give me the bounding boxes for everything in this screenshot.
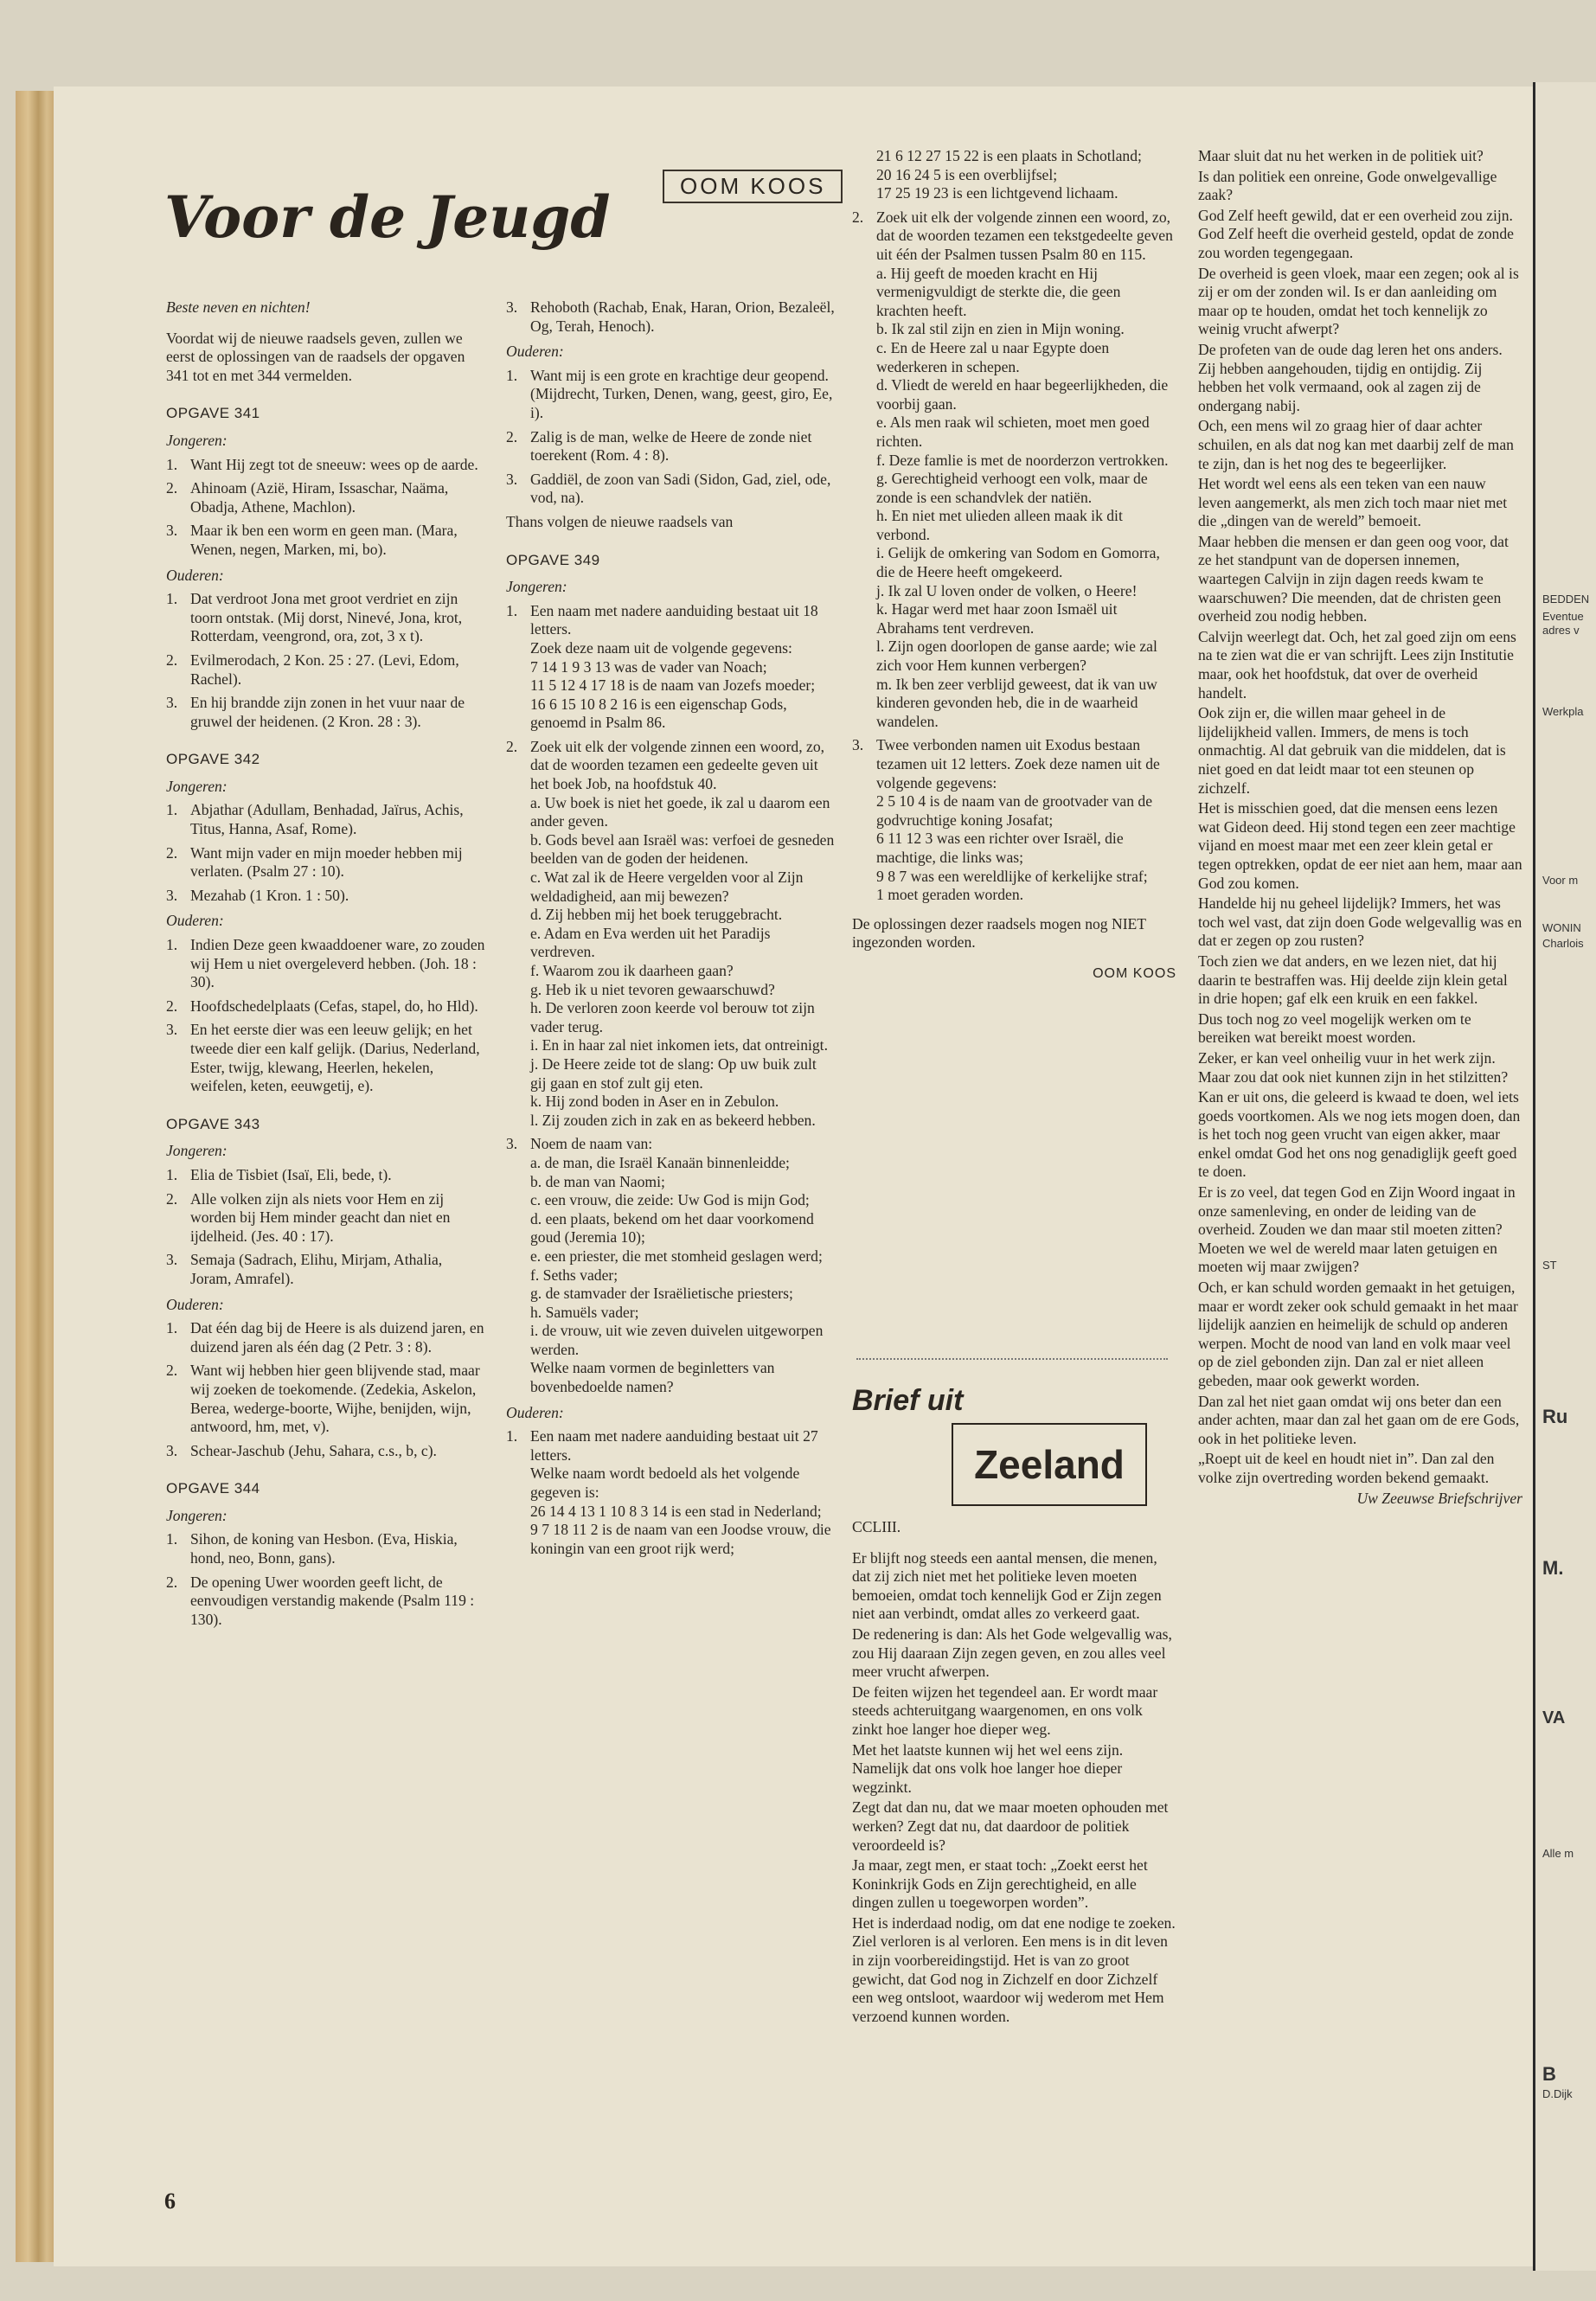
opgave-342-jongeren [166, 801, 486, 905]
strip-text: VA [1542, 1708, 1566, 1727]
strip-text: WONIN [1542, 921, 1581, 934]
page-edge [16, 91, 57, 2262]
opgave-341-jongeren [166, 456, 486, 560]
strip-text: B [1542, 2063, 1556, 2085]
paragraph: Met het laatste kunnen wij het wel eens zijn. Namelijk dat ons volk hoe langer hoe dieper wegzinkt. [852, 1740, 1124, 1796]
greeting: Beste neven en nichten! [166, 298, 311, 316]
strip-text: adres v [1542, 624, 1580, 637]
strip-text: Voor m [1542, 874, 1579, 887]
list-item: 1. Indien Deze geen kwaaddoener ware, zo zouden wij Hem u niet overgeleverd hebben. (Joh. 18 : 30). [166, 936, 485, 991]
opgave-344-ouderen [506, 367, 835, 508]
paragraph: Is dan politiek een onreine, Gode onwelgevallige zaak? [1198, 167, 1497, 204]
list-item: 3. En het eerste dier was een leeuw gelijk; en het tweede dier een kalf gelijk. (Darius, Nederland, Ester, twijg, klewang, Heerlen, hekelen, weifelen, keten, eeuwgetij, e). [166, 1021, 480, 1095]
closing-note: De oplossingen dezer raadsels mogen nog NIET ingezonden worden. [852, 914, 1146, 952]
list-item: 2. Hoofdschedelplaats (Cefas, stapel, do, ho Hld). [166, 997, 478, 1015]
paragraph: Het is inderdaad nodig, om dat ene nodige te zoeken. Ziel verloren is al verloren. Een mens is in dit leven in zijn voorbereidingstijd. Het is van zo groot gewicht, dat God nog in Zichzelf en door Zichzelf een weg ontsloot, waardoor wij wederom met Hem verzoend kunnen worden. [852, 1913, 1176, 2025]
strip-text: D.Dijk [1542, 2087, 1573, 2100]
opgave-341-header: OPGAVE 341 [166, 405, 260, 422]
page-number: 6 [164, 2189, 176, 2214]
strip-text: ST [1542, 1259, 1557, 1272]
list-item: 2. Want mijn vader en mijn moeder hebben mij verlaten. (Psalm 27 : 10). [166, 843, 463, 881]
strip-text: Ru [1542, 1406, 1568, 1427]
paragraph: De overheid is geen vloek, maar een zegen; ook al is zij er om der zonden wil. Is er dan aanleiding om maar op te houden, omdat het toch kennelijk zo weinig vrucht afwerpt? [1198, 264, 1519, 338]
paragraph: Maar hebben die mensen er dan geen oog voor, dat ze het standpunt van de dopersen innemen, waartegen Calvijn in zijn dagen reeds kwam te waarschuwen? Die meenden, dat de christen geen overheid zou nodig hebben. [1198, 532, 1509, 625]
list-item: 1. Dat verdroot Jona met groot verdriet en zijn toorn ontstak. (Mij dorst, Ninevé, Jona, krot, Rotterdam, veengrond, ora, zot, 3 x t). [166, 590, 463, 645]
brief-signoff: Uw Zeeuwse Briefschrijver [1356, 1489, 1522, 1507]
strip-text: Charlois [1542, 937, 1584, 950]
paragraph: Het wordt wel eens als een teken van een nauw leven aangemerkt, als men zich toch maar niet met die „dingen van de wereld” bemoeit. [1198, 475, 1508, 530]
jongeren-label: Jongeren: [506, 578, 567, 596]
signature: OOM KOOS [1093, 965, 1176, 981]
section-title: Voor de Jeugd [164, 183, 611, 251]
opgave-342-header: OPGAVE 342 [166, 751, 260, 768]
strip-text: Eventue [1542, 610, 1584, 623]
ouderen-label: Ouderen: [166, 912, 224, 930]
strip-text: Werkpla [1542, 705, 1584, 718]
column-1 [166, 298, 486, 1634]
paragraph: Dan zal het niet gaan omdat wij ons beter dan een ander achten, maar dan zal het gaan om de ere Gods, ook in het politieke leven. [1198, 1392, 1520, 1447]
list-item: 1. Een naam met nadere aanduiding bestaat uit 27 letters. Welke naam wordt bedoeld als het volgende gegeven is: 26 14 4 13 1 10 8 3 14 is een stad in Nederland; 9 7 18 11 2 is de naam van een Joodse vrouw, die koningin van een groot rijk werd; [506, 1427, 831, 1557]
list-item: 3. Semaja (Sadrach, Elihu, Mirjam, Athalia, Joram, Amrafel). [166, 1251, 443, 1287]
opgave-344-jongeren-cont [506, 298, 835, 336]
transition: Thans volgen de nieuwe raadsels van [506, 512, 734, 530]
paragraph: De feiten wijzen het tegendeel aan. Er wordt maar steeds achteruitgang waargenomen, en ons volk zinkt hoe langer hoe dieper weg. [852, 1682, 1158, 1738]
paragraph: „Roept uit de keel en houdt niet in”. Dan zal den volke zijn overtreding worden bekend gemaakt. [1198, 1450, 1495, 1486]
opgave-344-jongeren [166, 1530, 486, 1629]
strip-text: Alle m [1542, 1847, 1574, 1860]
ouderen-label: Ouderen: [506, 343, 564, 361]
paragraph: Er is zo veel, dat tegen God en Zijn Woord ingaat in onze samenleving, en onder de leiding van de overheid. Zouden we dan maar stil moeten zitten? Moeten we wel de wereld maar laten getuigen en moeten wij maar zwijgen? [1198, 1183, 1516, 1276]
paragraph: De profeten van de oude dag leren het ons anders. Zij hebben aangehouden, tijdig en ontijdig. Zij hebben het volk vermaand, ook al zagen zij de ondergang nabij. [1198, 340, 1503, 414]
paragraph: Och, een mens wil zo graag hier of daar achter schuilen, en als dat nog kan met daarbij zelf de man te zijn, dan is het nog des te begeerlijker. [1198, 417, 1514, 472]
list-item: 3. Twee verbonden namen uit Exodus bestaan tezamen uit 12 letters. Zoek deze namen uit de volgende gegevens: 2 5 10 4 is de naam van de grootvader van de godvruchtige koning Josafat; 6 11 12 3 was een richter over Israël, die machtige, die links was; 9 8 7 was een wereldlijke of kerkelijke straf; 1 moet geraden worden. [852, 736, 1160, 904]
opgave-343-ouderen [166, 1319, 486, 1460]
list-item: 3. Noem de naam van: a. de man, die Israël Kanaän binnenleidde; b. de man van Naomi; c. een vrouw, die zeide: Uw God is mijn God; d. een plaats, bekend om het daar voorkomend goud (Jeremia 10); e. een priester, die met stomheid geslagen werd; f. Seths vader; g. de stamvader der Israëlietische priesters; h. Samuëls vader; i. de vrouw, uit wie zeven duivelen uitgeworpen werden. Welke naam vormen de beginletters van bovenbedoelde namen? [506, 1135, 824, 1396]
list-item: 3. Rehoboth (Rachab, Enak, Haran, Orion, Bezaleël, Og, Terah, Henoch). [506, 298, 835, 335]
oom-koos-label: OOM KOOS [663, 170, 843, 203]
list-item: 3. Schear-Jaschub (Jehu, Sahara, c.s., b, c). [166, 1441, 437, 1459]
adjacent-page-strip [1533, 82, 1596, 2271]
opgave-343-jongeren [166, 1166, 486, 1289]
paragraph: Dus toch nog zo veel mogelijk werken om te bereiken wat bereikt moest worden. [1198, 1009, 1471, 1047]
jongeren-label: Jongeren: [166, 1142, 228, 1160]
list-item: 2. Want wij hebben hier geen blijvende stad, maar wij zoeken de toekomende. (Zedekia, Askelon, Berea, wederge-boorte, Wijhe, benijden, wijn, antwoord, hm, met, v). [166, 1362, 480, 1436]
strip-text: BEDDEN [1542, 593, 1590, 606]
list-item: 3. Mezahab (1 Kron. 1 : 50). [166, 886, 349, 904]
list-item: 3. Maar ik ben een worm en geen man. (Mara, Wenen, negen, Marken, mi, bo). [166, 522, 458, 558]
jongeren-label: Jongeren: [166, 777, 228, 795]
opgave-349-ouderen-2-3 [852, 208, 1176, 905]
paragraph: Ja maar, zegt men, er staat toch: „Zoekt eerst het Koninkrijk Gods en Zijn gerechtigheid, en alle dingen zullen u toegeworpen worden”. [852, 1856, 1148, 1912]
list-item: 2. Evilmerodach, 2 Kon. 25 : 27. (Levi, Edom, Rachel). [166, 651, 459, 688]
ouderen-label: Ouderen: [166, 1295, 224, 1313]
paragraph: Ook zijn er, die willen maar geheel in de lijdelijkheid vallen. Immers, de mens is toch onmachtig. Al dat gebruik van die middelen, dat is niet goed en dat leidt maar tot een steunen op zichzelf. [1198, 704, 1506, 797]
opgave-343-header: OPGAVE 343 [166, 1115, 260, 1132]
brief-number: CCLIII. [852, 1518, 901, 1535]
zeeland-box: Zeeland [952, 1423, 1147, 1506]
paragraph: Maar sluit dat nu het werken in de politiek uit? [1198, 147, 1484, 164]
brief-label: Brief uit [852, 1384, 964, 1417]
column-2 [506, 298, 835, 1563]
brief-column-2 [1198, 147, 1522, 1509]
list-item: 3. Gaddiël, de zoon van Sadi (Sidon, Gad, ziel, ode, vod, na). [506, 470, 831, 507]
brief-column-1 [852, 1518, 1176, 2028]
list-item: 1. Elia de Tisbiet (Isaï, Eli, bede, t). [166, 1165, 392, 1183]
paragraph: Handelde hij nu geheel lijdelijk? Immers, het was toch wel vast, dat zijn doen Gode welgevallig was en dat er zegen op zou rusten? [1198, 894, 1522, 950]
list-item: 1. Want mij is een grote en krachtige deur geopend. (Mijdrecht, Turken, Denen, wang, geest, giro, Ee, i). [506, 366, 833, 421]
opgave-341-ouderen [166, 590, 486, 731]
jongeren-label: Jongeren: [166, 431, 228, 449]
list-item: 1. Sihon, de koning van Hesbon. (Eva, Hiskia, hond, neo, Bonn, gans). [166, 1530, 458, 1567]
paragraph: Er blijft nog steeds een aantal mensen, die menen, dat zij zich niet met het politieke leven moeten bemoeien, omdat toch kennelijk God er Zijn zegen niet aan verbindt, omdat alles zo verkeerd gaat. [852, 1548, 1162, 1623]
paragraph: Calvijn weerlegt dat. Och, het zal goed zijn om eens na te zien wat die er van schrijft. Lees zijn Institutie maar, ook het hoofdstuk, dat over de overheid handelt. [1198, 627, 1516, 702]
opgave-349-ouderen [506, 1427, 835, 1558]
list-item: 2. Alle volken zijn als niets voor Hem en zij worden bij Hem minder geacht dan niet en ijdelheid. (Jes. 40 : 17). [166, 1189, 451, 1245]
column-3 [852, 147, 1176, 984]
list-item: 3. En hij brandde zijn zonen in het vuur naar de gruwel der heidenen. (2 Kron. 28 : 3). [166, 694, 465, 730]
opgave-349-jongeren [506, 602, 835, 1397]
paragraph: Och, er kan schuld worden gemaakt in het getuigen, maar er wordt zeker ook schuld gemaakt in het maar lijdelijk aanzien en heimelijk de schuld op anderen werpen. Mocht de nood van land en volk maar veel op de ziel gebonden zijn. Dan zal er niet alleen gebeden, maar ook gewerkt worden. [1198, 1279, 1518, 1389]
paragraph: Kan er uit ons, die geleerd is kwaad te doen, wel iets goeds voortkomen. Als we nog iets mogen doen, dan is het toch nog geen vrucht van eigen akker, maar enkel omdat God het ons nog genadiglijk geeft goed te doen. [1198, 1088, 1521, 1181]
list-item: 2. Zoek uit elk der volgende zinnen een woord, zo, dat de woorden tezamen een gedeelte geven uit het boek Job, na hoofdstuk 40. a. Uw boek is niet het goede, ik zal u daarom een ander geven. b. Gods bevel aan Israël was: verfoei de gesneden beelden van de goden der heidenen. c. Wat zal ik de Heere vergelden voor al Zijn weldadigheid, aan mij bewezen? d. Zij hebben mij het boek teruggebracht. e. Adam en Eva werden uit het Paradijs verdreven. f. Waarom zou ik daarheen gaan? g. Heb ik u niet tevoren gewaarschuwd? h. De verloren zoon keerde vol berouw tot zijn vader terug. i. En in haar zal niet inkomen iets, dat ontreinigt. j. De Heere zeide tot de slang: Op uw buik zult gij gaan en stof zult gij eten. k. Hij zond boden in Aser en in Zebulon. l. Zij zouden zich in zak en as bekeerd hebben. [506, 737, 835, 1129]
paragraph: De redenering is dan: Als het Gode welgevallig was, zou Hij daaraan Zijn zegen geven, en zou alles veel meer vrucht afwerpen. [852, 1625, 1172, 1681]
strip-text: M. [1542, 1557, 1564, 1579]
paragraph: Het is misschien goed, dat die mensen eens lezen wat Gideon deed. Hij stond tegen een zeer machtige vijand en moest maar met een zeer klein getal er tegen optrekken, opdat de eer niet aan hem, maar aan God zou komen. [1198, 799, 1522, 892]
divider [856, 1358, 1168, 1360]
opgave-349-ouderen-cont: 21 6 12 27 15 22 is een plaats in Schotland; 20 16 24 5 is een overblijfsel; 17 25 19 23 is een lichtgevend lichaam. [876, 147, 1142, 202]
opgave-349-header: OPGAVE 349 [506, 551, 600, 568]
jongeren-label: Jongeren: [166, 1506, 228, 1524]
list-item: 2. Zalig is de man, welke de Heere de zonde niet toerekent (Rom. 4 : 8). [506, 427, 812, 465]
opgave-344-header: OPGAVE 344 [166, 1480, 260, 1497]
list-item: 2. Zoek uit elk der volgende zinnen een woord, zo, dat de woorden tezamen een tekstgedeelte geven uit één der Psalmen tussen Psalm 80 en 115. a. Hij geeft de moeden kracht en Hij vermenigvuldigt de sterkte die, die geen krachten heeft. b. Ik zal stil zijn en zien in Mijn woning. c. En de Heere zal u naar Egypte doen wederkeren in schepen. d. Vliedt de wereld en haar begeerlijkheden, die voorbij gaan. e. Als men raak wil schieten, moet men goed richten. f. Deze famlie is met de noorderzon vertrokken. g. Gerechtigheid verhoogt een volk, maar de zonde is een schandvlek der natiën. h. En niet met ulieden alleen maak ik dit verbond. i. Gelijk de omkering van Sodom en Gomorra, die de Heere heeft omgekeerd. j. Ik zal U loven onder de volken, o Heere! k. Hagar werd met haar zoon Ismaël uit Abrahams tent verdreven. l. Zijn ogen doorlopen de ganse aarde; wie zal zich voor Hem kunnen verbergen? m. Ik ben zeer verblijd geweest, dat ik van uw kinderen gevonden heb, die in de waarheid wandelen. [852, 208, 1173, 730]
list-item: 2. Ahinoam (Azië, Hiram, Issaschar, Naäma, Obadja, Athene, Machlon). [166, 479, 449, 516]
list-item: 2. De opening Uwer woorden geeft licht, de eenvoudigen verstandig makende (Psalm 119 : 130). [166, 1573, 475, 1628]
intro: Voordat wij de nieuwe raadsels geven, zullen we eerst de oplossingen van de raadsels der opgaven 341 tot en met 344 vermelden. [166, 329, 465, 384]
list-item: 1. Abjathar (Adullam, Benhadad, Jaïrus, Achis, Titus, Hanna, Asaf, Rome). [166, 801, 464, 838]
paragraph: Toch zien we dat anders, en we lezen niet, dat hij daarin te bestraffen was. Hij deelde zijn klein getal in drie hopen; gaf elk een kruik en een fakkel. [1198, 952, 1508, 1008]
ouderen-label: Ouderen: [166, 566, 224, 584]
list-item: 1. Want Hij zegt tot de sneeuw: wees op de aarde. [166, 455, 478, 473]
paragraph: Zeker, er kan veel onheilig vuur in het werk zijn. Maar zou dat ook niet kunnen zijn in het stilzitten? [1198, 1048, 1509, 1086]
paragraph: God Zelf heeft gewild, dat er een overheid zou zijn. God Zelf heeft die overheid gesteld, opdat de zonde zou worden tegengegaan. [1198, 206, 1514, 261]
opgave-342-ouderen [166, 936, 486, 1096]
paragraph: Zegt dat dan nu, dat we maar moeten ophouden met werken? Zegt dat nu, dat daardoor de politiek veroordeeld is? [852, 1798, 1169, 1854]
list-item: 1. Dat één dag bij de Heere is als duizend jaren, en duizend jaren als één dag (2 Petr. 3 : 8). [166, 1319, 484, 1356]
list-item: 1. Een naam met nadere aanduiding bestaat uit 18 letters. Zoek deze naam uit de volgende gegevens: 7 14 1 9 3 13 was de vader van Noach; 11 5 12 4 17 18 is de naam van Jozefs moeder; 16 6 15 10 8 2 16 is een eigenschap Gods, genoemd in Psalm 86. [506, 601, 818, 732]
ouderen-label: Ouderen: [506, 1403, 564, 1421]
